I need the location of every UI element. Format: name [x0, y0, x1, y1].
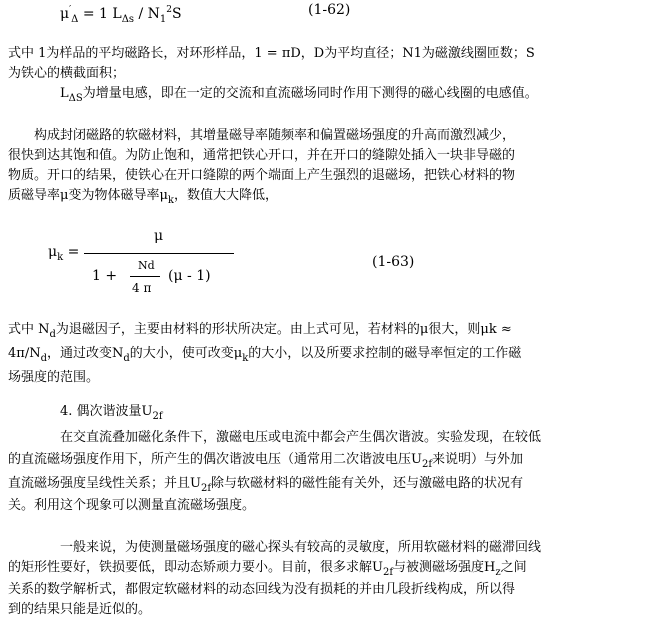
para3-4pi: 4π/N [8, 346, 41, 361]
para3-d-sub: d [49, 329, 56, 340]
para1-l-sub: ΔS [68, 93, 83, 104]
para2-k-sub: k [167, 195, 174, 206]
eq1-ds-sub: Δs [121, 14, 135, 25]
para2-line1: 构成封闭磁路的软磁材料，其增量磁导率随频率和偏置磁场强度的升高而激烈减少， [34, 128, 516, 143]
para4-line2-tail: 来说明）与外加 [432, 452, 524, 467]
para3-line1-text: 为退磁因子，主要由材料的形状所决定。由上式可见，若材料的μ很大，则μk ≈ [55, 322, 512, 337]
section4-2f-sub: 2f [152, 411, 163, 422]
para2-line4 [8, 186, 278, 211]
para4-line2-text: 的直流磁场强度作用下，所产生的偶次谐波电压（通常用二次谐波电压U [8, 452, 422, 467]
eq1-equals-l: = 1 L [82, 6, 122, 22]
eq2-nd-fraction-bar [130, 276, 160, 277]
eq1-s: S [172, 6, 182, 22]
eq1-n-sup: 2 [166, 5, 173, 15]
para2-line2: 很快到达其饱和值。为防止饱和，通常把铁心开口，并在开口的缝隙处插入一块非导磁的 [8, 148, 516, 163]
section4-heading [60, 402, 163, 427]
para2-line4-text: 质磁导率μ变为物体磁导率μ [8, 188, 168, 203]
eq2-equals: = [67, 244, 80, 260]
eq2-k-sub: k [57, 252, 64, 263]
para5-line1: 一般来说，为使测量磁场强度的磁心探头有较高的灵敏度，所用软磁材料的磁滞回线 [60, 540, 542, 555]
eq2-lhs [48, 242, 79, 268]
para5-line2-tail: 之间 [500, 560, 527, 575]
eq2-den-b: (μ - 1) [168, 268, 211, 284]
para1-line3-text: 为增量电感，即在一定的交流和直流磁场同时作用下测得的磁心线圈的电感值。 [82, 86, 538, 101]
para3-d-sub1: d [40, 353, 47, 364]
para5-line3: 关系的数学解析式，都假定软磁材料的动态回线为没有损耗的并由几段折线构成，所以得 [8, 582, 516, 597]
para3-k-sub: k [242, 353, 249, 364]
eq1-slash-n: / N [134, 6, 160, 22]
para4-2f-sub: 2f [421, 459, 433, 470]
para3-line2-b: ，通过改变N [46, 346, 124, 361]
para3-line2 [8, 344, 521, 369]
eq1-delta-sub: Δ [71, 14, 79, 25]
para2-line4-tail: ，数值大大降低， [173, 188, 278, 203]
eq1-n-sub: 1 [159, 14, 167, 25]
para3-line2-d: 的大小，以及所要求控制的磁导率恒定的工作磁 [248, 346, 522, 361]
eq1-prime: ′ [69, 5, 72, 15]
para4-line3-text: 直流磁场强度呈线性关系；并且U [8, 476, 201, 491]
para5-2f-sub: 2f [382, 567, 394, 578]
eq1-mu: μ [60, 6, 70, 22]
para1-line1: 式中 1为样品的平均磁路长，对环形样品，1 = πD，D为平均直径；N1为磁激线圈匝数；S [8, 46, 535, 61]
eq2-mu: μ [48, 244, 58, 260]
para4-line1: 在交直流叠加磁化条件下，激磁电压或电流中都会产生偶次谐波。实验发现，在较低 [60, 430, 542, 445]
eq2-numerator: μ [154, 228, 164, 244]
para3-n: 式中 N [8, 322, 50, 337]
equation-number-1-62: (1-62) [308, 2, 351, 18]
eq2-nd-den: 4 π [132, 281, 152, 295]
para5-line2-text: 的矩形性要好，铁损要低，即动态矫顽力要小。目前，很多求解U [8, 560, 383, 575]
eq2-nd-num: Nd [138, 259, 155, 272]
para5-line4: 到的结果只能是近似的。 [8, 602, 152, 617]
para1-line3 [60, 84, 538, 109]
para4-line2 [8, 450, 523, 475]
para2-line3: 物质。开口的结果，使铁心在开口缝隙的两个端面上产生强烈的退磁场，把铁心材料的物 [8, 168, 516, 183]
para4-line4: 关。利用这个现象可以测量直流磁场强度。 [8, 498, 256, 513]
para4-line3-tail: 除与软磁材料的磁性能有关外，还与激磁电路的状况有 [211, 476, 524, 491]
para1-line2: 为铁心的横截面积； [8, 66, 126, 81]
para5-z-sub: z [495, 567, 501, 578]
section4-heading-text: 4. 偶次谐波量U [60, 404, 153, 419]
para3-d-sub2: d [123, 353, 130, 364]
eq2-den-a: 1 + [92, 268, 118, 284]
para3-line3: 场强度的范围。 [8, 370, 100, 385]
para3-line1 [8, 320, 512, 345]
equation-number-1-63: (1-63) [372, 254, 415, 270]
para3-line2-c: 的大小，使可改变μ [129, 346, 243, 361]
para5-line2-mid: 与被测磁场强度H [393, 560, 496, 575]
eq2-main-fraction-bar [84, 253, 234, 254]
equation-1-62 [60, 0, 182, 30]
para1-l: L [60, 86, 69, 101]
para4-2f-sub2: 2f [200, 483, 212, 494]
